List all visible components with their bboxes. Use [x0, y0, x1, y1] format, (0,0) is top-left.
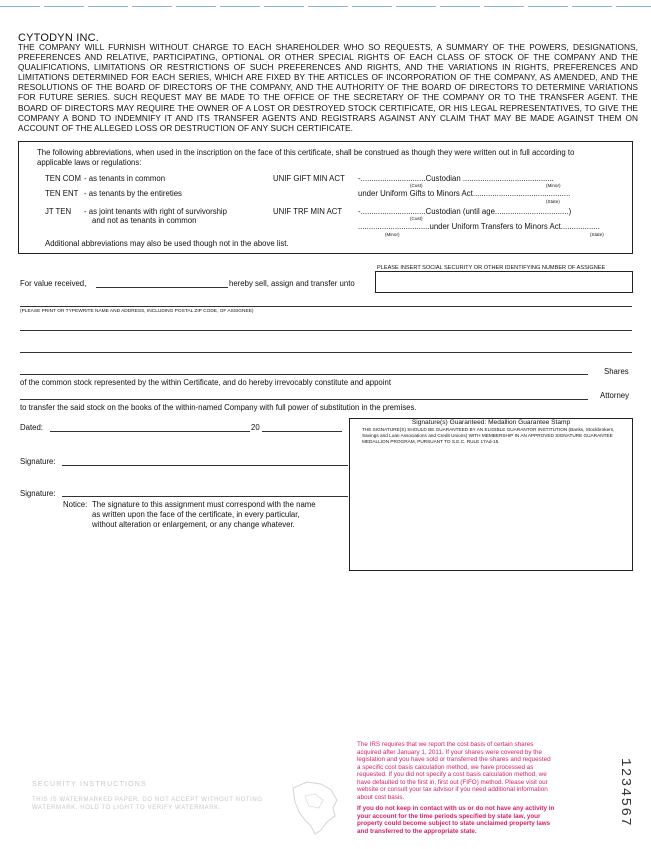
signature-line-2[interactable] — [62, 496, 348, 497]
guarantee-title: Signature(s) Guaranteed: Medallion Guarantee Stamp — [411, 419, 571, 426]
notice-line-3: without alteration or enlargement, or any change whatever. — [92, 520, 295, 529]
notice-line-1: The signature to this assignment must correspond with the name — [92, 500, 316, 509]
jt-ten-code: JT TEN — [45, 207, 72, 216]
unif-gift-line2: under Uniform Gifts to Minors Act............................................. — [358, 189, 571, 198]
jt-ten-desc-2: and not as tenants in common — [92, 216, 197, 225]
unif-gift-state: (State) — [546, 199, 560, 204]
print-name-label: (PLEASE PRINT OR TYPEWRITE NAME AND ADDRESS, INCLUDING POSTAL ZIP CODE, OF ASSIGNEE) — [20, 309, 254, 314]
unif-trf-line1: -..............................Custodian (until age..................................) — [358, 207, 572, 216]
unif-trf-label: UNIF TRF MIN ACT — [273, 207, 343, 216]
abbreviations-intro: The following abbreviations, when used in the inscription on the face of this certificate, shall be construed as though they were written out in full according to applicable laws or regulations: — [37, 148, 575, 167]
unif-gift-cust: (Cust) — [410, 183, 423, 188]
ssn-label: PLEASE INSERT SOCIAL SECURITY OR OTHER IDENTIFYING NUMBER OF ASSIGNEE — [377, 265, 606, 271]
ten-ent-desc: - as tenants by the entireties — [84, 189, 182, 198]
assignee-line-3[interactable] — [20, 352, 632, 353]
signature-label-2: Signature: — [20, 489, 56, 498]
shares-label: Shares — [604, 367, 629, 376]
attorney-line[interactable] — [20, 399, 588, 400]
unif-trf-state: (State) — [590, 232, 604, 237]
attorney-label: Attorney — [600, 391, 630, 400]
security-title: SECURITY INSTRUCTIONS — [32, 781, 147, 788]
ten-ent-code: TEN ENT — [45, 189, 79, 198]
guarantee-body: THE SIGNATURE(S) SHOULD BE GUARANTEED BY AN ELIGIBLE GUARANTOR INSTITUTION (Banks, Stockbrokers, Savings and Loan Associations and Credit Unions) WITH MEMBERSHIP IN AN APPROVED SIGNATURE GUARANTEE MEDALLION PROGRAM, PURSUANT TO S.E.C. RULE 17Ad-15. — [362, 427, 615, 444]
company-name: CYTODYN INC. — [18, 32, 100, 44]
jt-ten-desc-1: - as joint tenants with right of survivorship — [84, 207, 228, 216]
unif-trf-minor: (Minor) — [385, 232, 400, 237]
notice-line-2: as written upon the face of the certificate, in every particular, — [92, 510, 300, 519]
unif-gift-label: UNIF GIFT MIN ACT — [273, 174, 345, 183]
value-received-label: For value received, — [20, 279, 87, 288]
unif-trf-cust: (Cust) — [410, 216, 423, 221]
irs-notice-text: The IRS requires that we report the cost basis of certain shares acquired after January 1, 2011. If your shares were covered by the legislation and you have sold or transferred the shares and requested a specific cost basis calculation method, we have processed as requested. If you did not specify a cost basis calculation method, we have defaulted to the first in, first out (FIFO) method. Please visit our website or consult your tax advisor if you need additional information about cost basis. — [357, 741, 551, 801]
ssn-input-box[interactable] — [375, 271, 633, 293]
unclaimed-property-text: If you do not keep in contact with us or do not have any activity in your account for the time periods specified by state law, your property could become subject to state unclaimed property laws and transferred to the appropriate state. — [357, 805, 555, 835]
shares-line[interactable] — [20, 374, 588, 375]
certificate-serial-number: 1234567 — [617, 758, 633, 828]
abbreviations-footer: Additional abbreviations may also be used though not in the above list. — [45, 239, 289, 248]
dated-label: Dated: — [20, 423, 43, 432]
north-america-map-icon — [285, 778, 347, 838]
ten-com-code: TEN COM — [45, 174, 81, 183]
top-border-line — [0, 6, 651, 7]
hereby-sell-label: hereby sell, assign and transfer unto — [229, 279, 355, 288]
transfer-text: to transfer the said stock on the books of the within-named Company with full power of substitution in the premises. — [20, 403, 417, 412]
ten-com-desc: - as tenants in common — [84, 174, 166, 183]
year-line[interactable] — [262, 431, 342, 432]
preamble-text: THE COMPANY WILL FURNISH WITHOUT CHARGE TO EACH SHAREHOLDER WHO SO REQUESTS, A SUMMARY OF THE POWERS, DESIGNATIONS, PREFERENCES AND RELATIVE, PARTICIPATING, OPTIONAL OR OTHER SPECIAL RIGHTS OF EACH CLASS OF STOCK OF THE COMPANY AND THE QUALIFICATIONS, LIMITATIONS OR RESTRICTIONS OF SUCH PREFERENCES AND RIGHTS, AND THE VARIATIONS IN RIGHTS, PREFERENCES AND LIMITATIONS DETERMINED FOR EACH SERIES, WHICH ARE FIXED BY THE ARTICLES OF INCORPORATION OF THE COMPANY, AS AMENDED, AND THE RESOLUTIONS OF THE BOARD OF DIRECTORS OF THE COMPANY, AND THE AUTHORITY OF THE BOARD OF DIRECTORS TO DETERMINE VARIATIONS FOR FUTURE SERIES. SUCH REQUEST MAY BE MADE TO THE OFFICE OF THE SECRETARY OF THE COMPANY OR TO THE TRANSFER AGENT. THE BOARD OF DIRECTORS MAY REQUIRE THE OWNER OF A LOST OR DESTROYED STOCK CERTIFICATE, OR HIS LEGAL REPRESENTATIVES, TO GIVE THE COMPANY A BOND TO INDEMNIFY IT AND ITS TRANSFER AGENTS AND REGISTRARS AGAINST ANY CLAIM THAT MAY BE MADE AGAINST THEM ON ACCOUNT OF THE ALLEGED LOSS OR DESTRUCTION OF ANY SUCH CERTIFICATE. — [18, 42, 638, 133]
security-text: THIS IS WATERMARKED PAPER. DO NOT ACCEPT WITHOUT NOTING WATERMARK. HOLD TO LIGHT TO VERIFY WATERMARK. — [32, 797, 263, 811]
year-prefix: 20 — [251, 423, 260, 432]
notice-label: Notice: — [63, 500, 88, 509]
assignor-name-line[interactable] — [96, 287, 228, 288]
unif-trf-line2: .................................under Uniform Transfers to Minors Act.................. — [358, 222, 600, 231]
common-stock-text: of the common stock represented by the within Certificate, and do hereby irrevocably constitute and appoint — [20, 378, 391, 387]
assignee-line-1[interactable] — [20, 306, 632, 307]
date-line[interactable] — [50, 431, 250, 432]
signature-label-1: Signature: — [20, 457, 56, 466]
unif-gift-line1: -..............................Custodian .......................................... — [358, 174, 554, 183]
unif-gift-minor: (Minor) — [546, 183, 561, 188]
signature-line-1[interactable] — [62, 465, 348, 466]
assignee-line-2[interactable] — [20, 330, 632, 331]
